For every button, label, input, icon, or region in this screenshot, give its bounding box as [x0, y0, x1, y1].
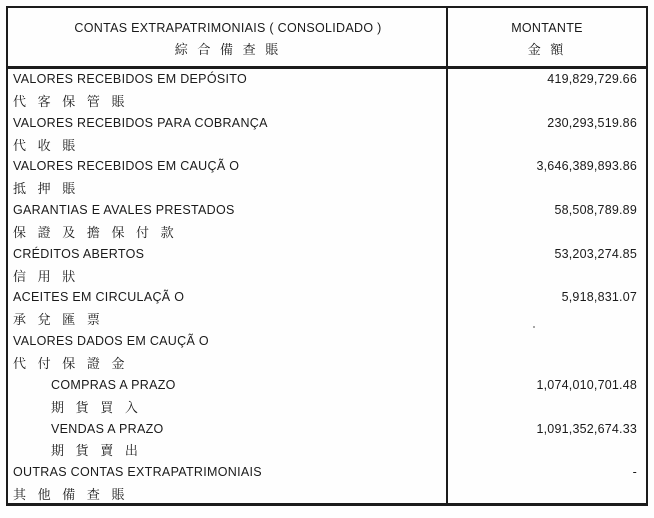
account-label-pt: COMPRAS A PRAZO	[51, 377, 176, 392]
table-row	[8, 375, 646, 419]
table-row	[8, 462, 646, 506]
account-cell	[8, 287, 448, 331]
account-cell	[8, 462, 448, 506]
account-label-zh: 期 貨 買 入	[51, 399, 142, 415]
account-label-zh: 期 貨 賣 出	[51, 443, 142, 459]
amount-value: -	[632, 465, 637, 480]
amount-value: 1,074,010,701.48	[536, 377, 637, 392]
account-label-pt: CRÉDITOS ABERTOS	[13, 246, 145, 261]
header-left-cell	[8, 8, 448, 66]
account-label-pt: VALORES RECEBIDOS EM DEPÓSITO	[13, 72, 247, 86]
account-label-pt: VALORES DADOS EM CAUÇÃ O	[13, 334, 209, 349]
account-cell	[8, 331, 448, 375]
table-row	[8, 419, 646, 463]
table-row	[8, 200, 646, 244]
amount-column-header-zh: 金 額	[527, 42, 567, 57]
account-cell	[8, 244, 448, 288]
amount-value: 53,203,274.85	[554, 246, 637, 261]
account-cell	[8, 200, 448, 244]
amount-value: 1,091,352,674.33	[536, 421, 637, 436]
account-label-zh: 代 付 保 證 金	[13, 355, 129, 371]
amount-column-header-pt: MONTANTE	[511, 21, 583, 35]
account-label-pt: VALORES RECEBIDOS EM CAUÇÃ O	[13, 159, 240, 174]
account-label-pt: ACEITES EM CIRCULAÇÃ O	[13, 290, 185, 305]
amount-value: 3,646,389,893.86	[536, 159, 637, 174]
table-row	[8, 331, 646, 375]
account-label-pt: OUTRAS CONTAS EXTRAPATRIMONIAIS	[13, 465, 262, 480]
account-cell	[8, 113, 448, 157]
account-cell	[8, 419, 448, 463]
amount-value: 58,508,789.89	[554, 203, 637, 218]
account-label-zh: 其 他 備 查 賬	[13, 487, 129, 503]
account-label-zh: 代 收 賬	[13, 137, 80, 153]
account-cell	[8, 375, 448, 419]
account-cell	[8, 69, 448, 113]
account-label-zh: 抵 押 賬	[13, 181, 80, 197]
amount-value: 5,918,831.07	[561, 290, 637, 305]
table-header	[8, 8, 646, 69]
table-row	[8, 69, 646, 113]
account-label-pt: GARANTIAS E AVALES PRESTADOS	[13, 203, 235, 218]
amount-value	[448, 331, 646, 375]
account-label-zh: 承 兌 匯 票	[13, 312, 104, 328]
header-amount-cell	[448, 8, 646, 66]
table-body	[8, 69, 646, 506]
account-label-zh: 信 用 狀	[13, 268, 80, 284]
table-row	[8, 244, 646, 288]
account-cell	[8, 156, 448, 200]
account-label-zh: 保 證 及 擔 保 付 款	[13, 224, 178, 240]
column-divider	[446, 8, 448, 503]
account-label-pt: VENDAS A PRAZO	[51, 421, 164, 436]
table-row	[8, 287, 646, 331]
account-label-zh: 代 客 保 管 賬	[13, 93, 129, 109]
amount-value: 419,829,729.66	[547, 72, 637, 86]
amount-value: 230,293,519.86	[547, 115, 637, 130]
table-row	[8, 156, 646, 200]
scan-speck	[533, 326, 535, 328]
account-label-pt: VALORES RECEBIDOS PARA COBRANÇA	[13, 115, 268, 130]
extrapatrimonial-accounts-table	[6, 6, 648, 506]
table-row	[8, 113, 646, 157]
table-title-pt: CONTAS EXTRAPATRIMONIAIS ( CONSOLIDADO )	[74, 21, 382, 35]
table-title-zh: 綜 合 備 查 賬	[174, 42, 282, 57]
